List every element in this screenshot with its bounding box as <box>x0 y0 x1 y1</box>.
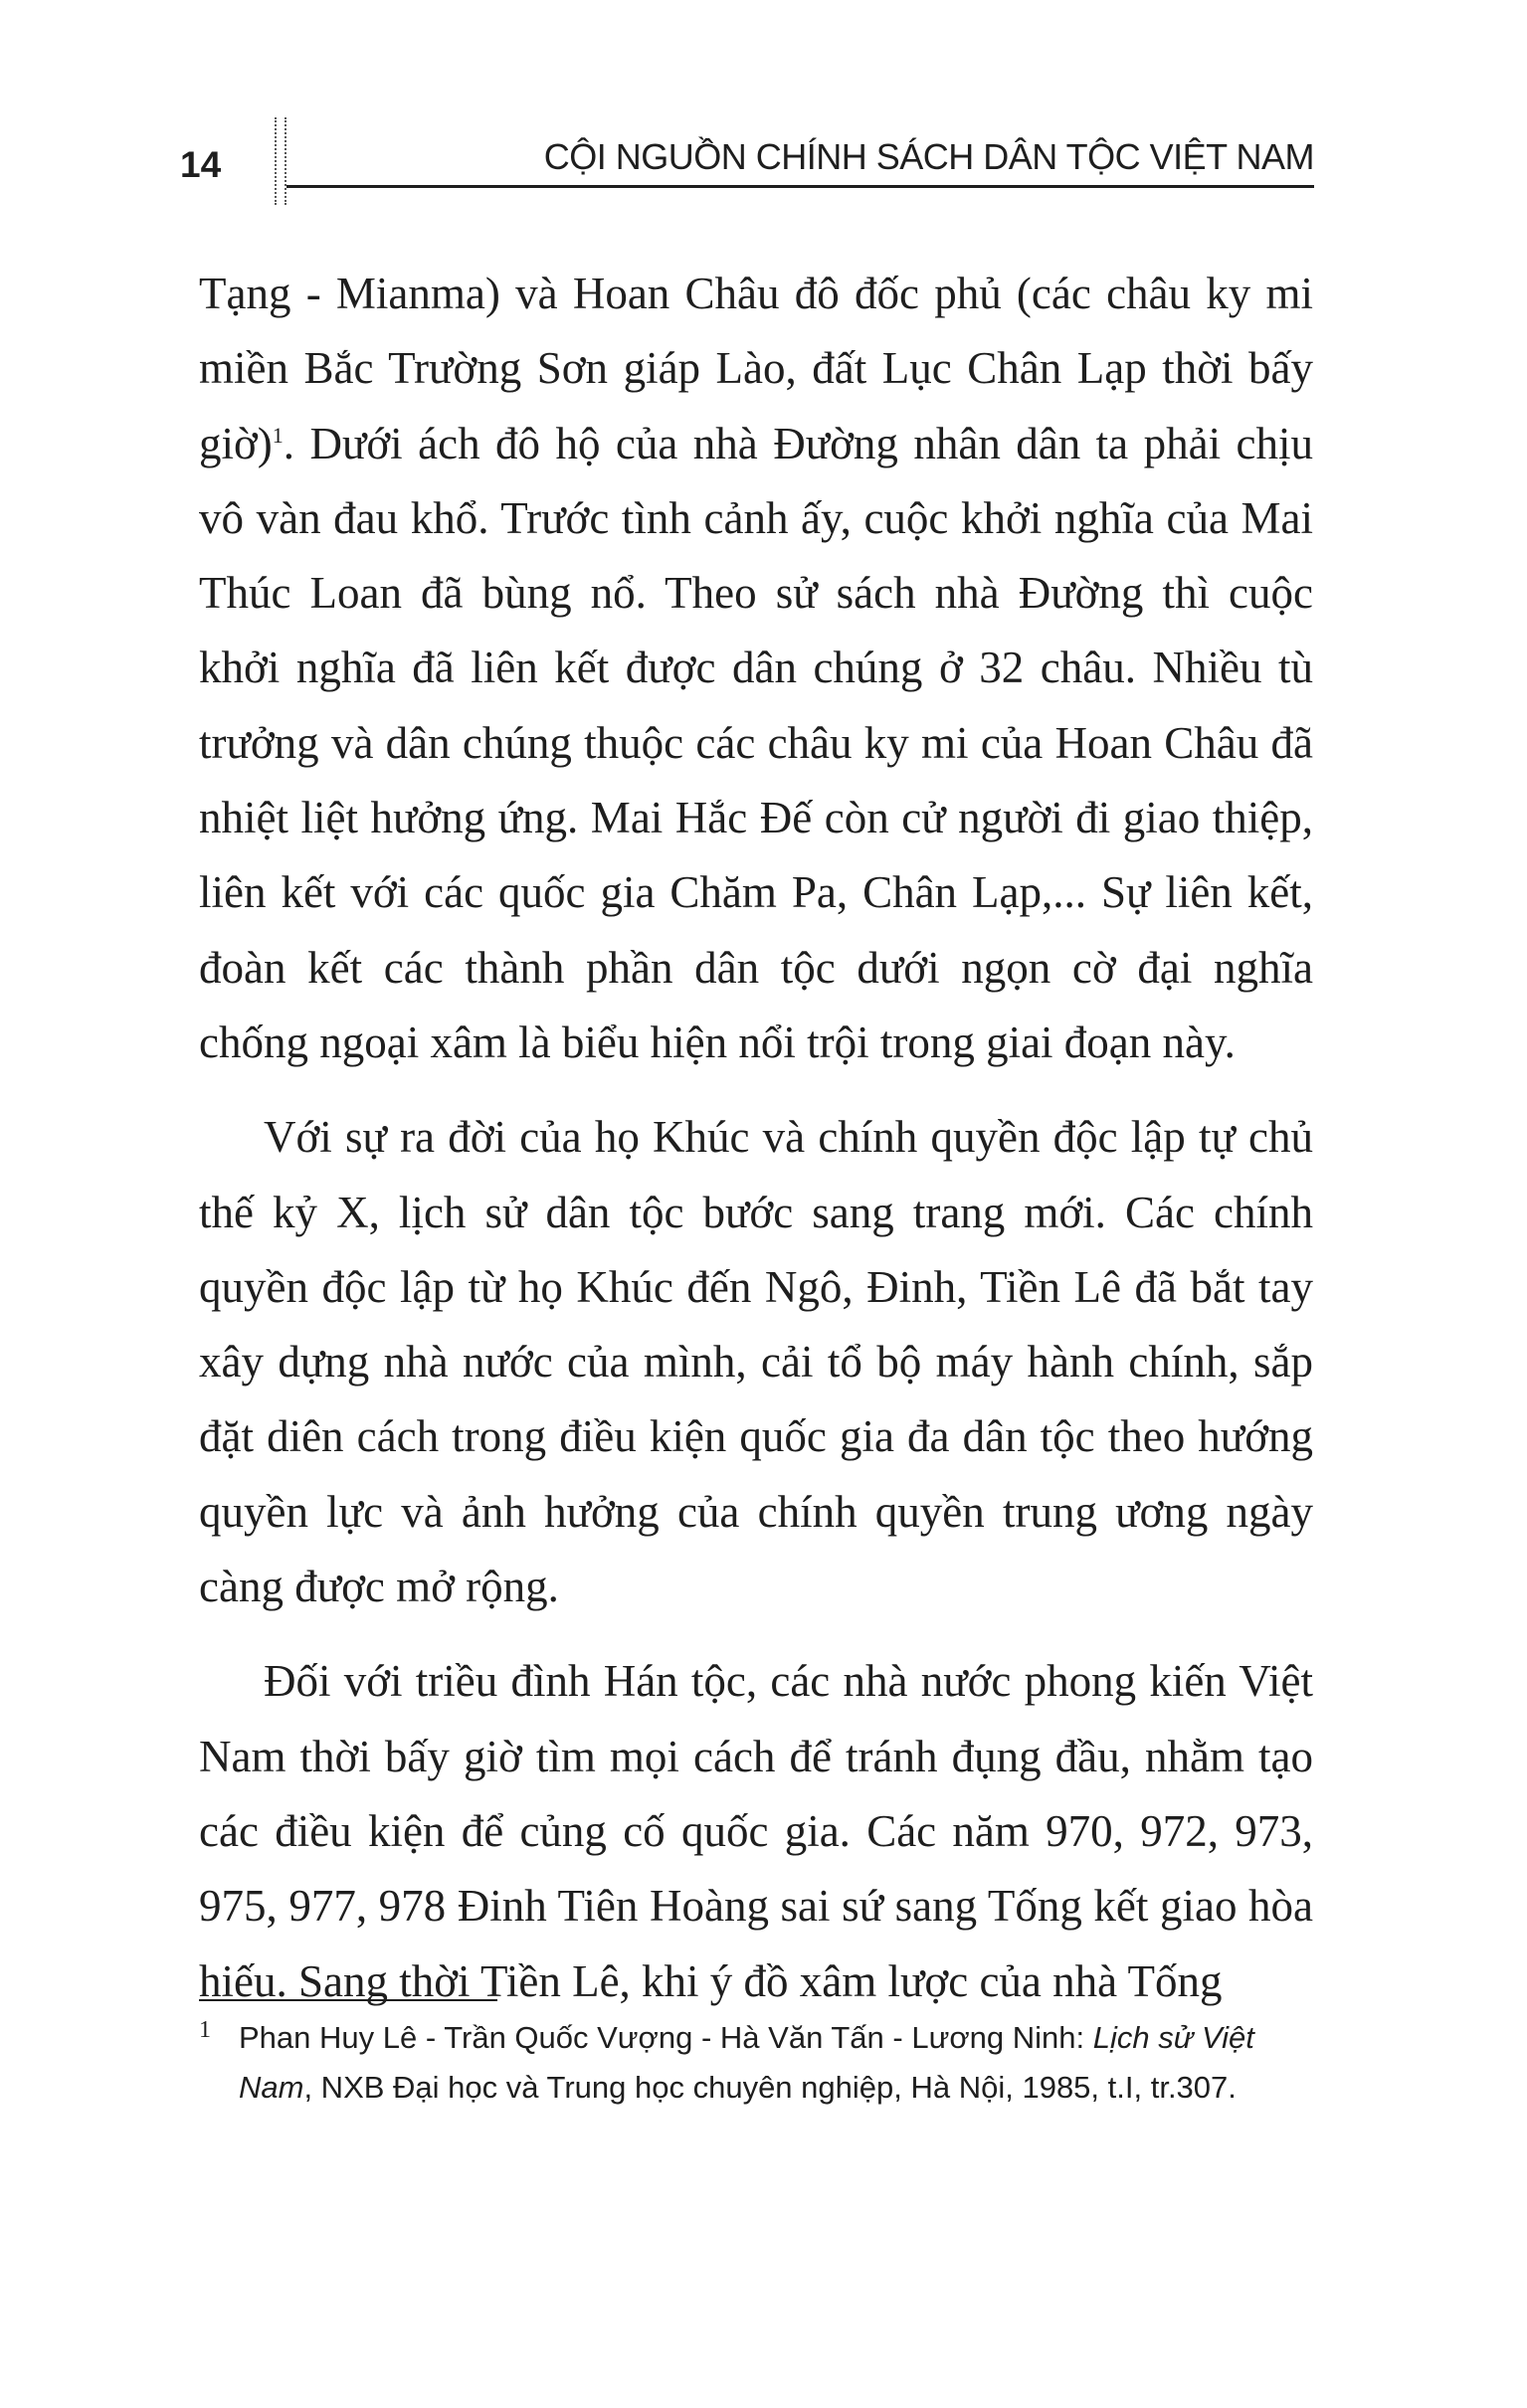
footnote <box>199 2013 1313 2113</box>
paragraph-1-text-end: . Dưới ách đô hộ của nhà Đường nhân dân ta phải chịu vô vàn đau khổ. Trước tình cảnh ấy, cuộc khởi nghĩa của Mai Thúc Loan đã bùng nổ. Theo sử sách nhà Đường thì cuộc khởi nghĩa đã liên kết được dân chúng ở 32 châu. Nhiều tù trưởng và dân chúng thuộc các châu ky mi của Hoan Châu đã nhiệt liệt hưởng ứng. Mai Hắc Đế còn cử người đi giao thiệp, liên kết với các quốc gia Chăm Pa, Chân Lạp,... Sự liên kết, đoàn kết các thành phần dân tộc dưới ngọn cờ đại nghĩa chống ngoại xâm là biểu hiện nổi trội trong giai đoạn này. <box>199 418 1313 1067</box>
header-ornament <box>275 117 286 205</box>
footnote-mark: 1 <box>199 2017 211 2043</box>
paragraph-1-text-start: Tạng - Mianma) và Hoan Châu đô đốc phủ (các châu ky mi miền Bắc Trường Sơn giáp Lào, đất Lục Chân Lạp thời bấy giờ) <box>199 269 1313 468</box>
footnote-publication: , NXB Đại học và Trung học chuyên nghiệp, Hà Nội, 1985, t.I, tr.307. <box>303 2070 1237 2105</box>
footnote-text <box>239 2013 1313 2113</box>
footnote-rule <box>199 1999 497 2001</box>
footnote-reference: 1 <box>272 422 284 448</box>
body-text <box>199 257 1313 2039</box>
header-rule <box>286 185 1314 188</box>
paragraph-3: Đối với triều đình Hán tộc, các nhà nước phong kiến Việt Nam thời bấy giờ tìm mọi cách để tránh đụng đầu, nhằm tạo các điều kiện để củng cố quốc gia. Các năm 970, 972, 973, 975, 977, 978 Đinh Tiên Hoàng sai sứ sang Tống kết giao hòa hiếu. Sang thời Tiền Lê, khi ý đồ xâm lược của nhà Tống <box>199 1656 1313 2006</box>
running-title: CỘI NGUỒN CHÍNH SÁCH DÂN TỘC VIỆT NAM <box>543 136 1314 177</box>
paragraph-1 <box>199 257 1313 1080</box>
page-number: 14 <box>180 144 222 185</box>
page-header <box>0 0 1527 199</box>
footnote-authors: Phan Huy Lê - Trần Quốc Vượng - Hà Văn Tấn - Lương Ninh: <box>239 2020 1093 2055</box>
paragraph-2: Với sự ra đời của họ Khúc và chính quyền độc lập tự chủ thế kỷ X, lịch sử dân tộc bước sang trang mới. Các chính quyền độc lập từ họ Khúc đến Ngô, Đinh, Tiền Lê đã bắt tay xây dựng nhà nước của mình, cải tổ bộ máy hành chính, sắp đặt diên cách trong điều kiện quốc gia đa dân tộc theo hướng quyền lực và ảnh hưởng của chính quyền trung ương ngày càng được mở rộng. <box>199 1112 1313 1612</box>
footnote-book-title: Lịch sử Việt Nam <box>239 2020 1254 2105</box>
